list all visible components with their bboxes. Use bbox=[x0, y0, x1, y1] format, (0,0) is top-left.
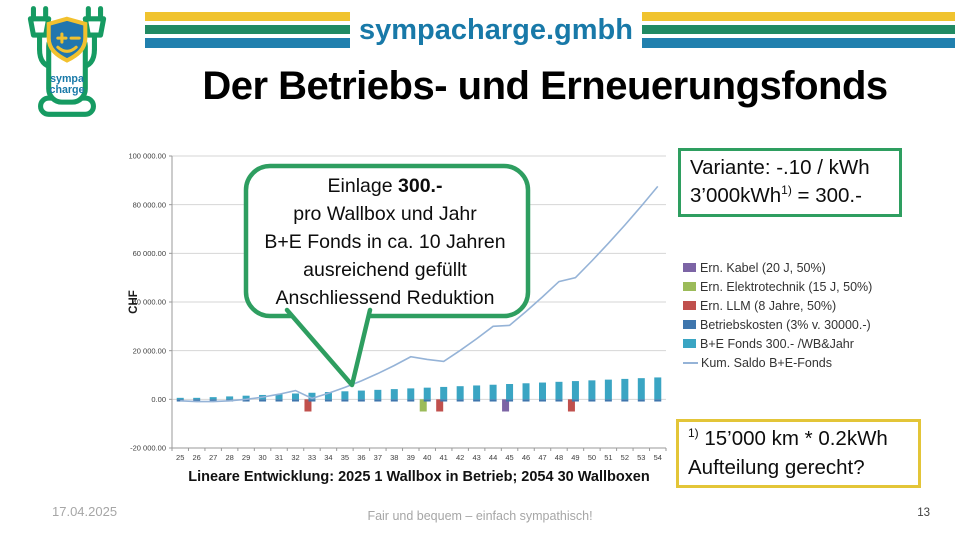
svg-text:100 000.00: 100 000.00 bbox=[128, 151, 166, 161]
svg-text:41: 41 bbox=[439, 453, 448, 462]
variante-box bbox=[678, 148, 902, 217]
svg-text:20 000.00: 20 000.00 bbox=[132, 346, 166, 356]
callout-line-2: pro Wallbox und Jahr bbox=[293, 203, 477, 225]
svg-text:38: 38 bbox=[390, 453, 399, 462]
svg-text:44: 44 bbox=[488, 453, 498, 462]
chart-x-labels bbox=[176, 453, 662, 462]
svg-text:-20 000.00: -20 000.00 bbox=[130, 443, 166, 453]
svg-text:42: 42 bbox=[455, 453, 465, 462]
svg-text:47: 47 bbox=[538, 453, 547, 462]
svg-text:49: 49 bbox=[571, 453, 580, 462]
page-title: Der Betriebs- und Erneuerungsfonds bbox=[202, 64, 888, 108]
legend-item bbox=[683, 258, 933, 277]
shield-face-icon bbox=[49, 19, 86, 61]
svg-text:54: 54 bbox=[653, 453, 662, 462]
svg-text:39: 39 bbox=[406, 453, 415, 462]
callout-line-1: Einlage 300.- bbox=[327, 175, 443, 197]
svg-text:37: 37 bbox=[373, 453, 383, 462]
svg-text:36: 36 bbox=[357, 453, 366, 462]
legend-item bbox=[683, 334, 933, 353]
sympacharge-logo-icon bbox=[6, 4, 128, 122]
svg-text:52: 52 bbox=[620, 453, 630, 462]
svg-text:51: 51 bbox=[604, 453, 613, 462]
logo-text-line2: charge bbox=[49, 83, 85, 96]
svg-text:32: 32 bbox=[291, 453, 300, 462]
svg-text:27: 27 bbox=[208, 453, 218, 462]
svg-text:40 000.00: 40 000.00 bbox=[132, 297, 166, 307]
chart-y-axis-title: CHF bbox=[128, 290, 140, 314]
svg-text:46: 46 bbox=[521, 453, 531, 462]
callout-line-4: ausreichend gefüllt bbox=[303, 259, 467, 281]
chart-legend bbox=[683, 258, 933, 372]
svg-text:53: 53 bbox=[637, 453, 646, 462]
legend-item bbox=[683, 353, 933, 372]
legend-label: Kum. Saldo B+E-Fonds bbox=[701, 355, 832, 370]
brand-stripes-right bbox=[642, 9, 955, 51]
legend-label: Ern. Elektrotechnik (15 J, 50%) bbox=[700, 279, 873, 294]
callout-line-5: Anschliessend Reduktion bbox=[275, 287, 495, 309]
svg-text:30: 30 bbox=[258, 453, 267, 462]
legend-label: Ern. Kabel (20 J, 50%) bbox=[700, 260, 826, 275]
legend-line-marker bbox=[683, 362, 698, 364]
svg-text:26: 26 bbox=[192, 453, 201, 462]
legend-label: B+E Fonds 300.- /WB&Jahr bbox=[700, 336, 854, 351]
variante-line-2: 3’000kWh$^{1)}$ = 300.- bbox=[690, 183, 862, 208]
variante-line-1: Variante: -.10 / kWh bbox=[690, 156, 870, 179]
chart-x-axis-title: Lineare Entwicklung: 2025 1 Wallbox in Betrieb; 2054 30 Wallboxen bbox=[188, 469, 650, 485]
svg-text:80 000.00: 80 000.00 bbox=[132, 200, 166, 210]
svg-text:35: 35 bbox=[340, 453, 350, 462]
legend-item bbox=[683, 296, 933, 315]
legend-color-swatch bbox=[683, 339, 696, 348]
svg-text:25: 25 bbox=[176, 453, 185, 462]
svg-text:33: 33 bbox=[307, 453, 317, 462]
footnote-line-1: $^{1)}$ 15’000 km * 0.2kWh bbox=[688, 426, 888, 450]
logo-text-line1: sympa bbox=[50, 72, 84, 85]
footnote-box bbox=[676, 419, 921, 488]
svg-text:50: 50 bbox=[587, 453, 597, 462]
footer-date: 17.04.2025 bbox=[52, 504, 118, 519]
brand-name: sympacharge.gmbh bbox=[359, 13, 633, 46]
svg-text:45: 45 bbox=[505, 453, 514, 462]
svg-text:29: 29 bbox=[241, 453, 251, 462]
legend-item bbox=[683, 315, 933, 334]
svg-text:43: 43 bbox=[472, 453, 481, 462]
footer-page-number: 13 bbox=[917, 507, 930, 519]
svg-text:0.00: 0.00 bbox=[151, 394, 166, 404]
brand-banner bbox=[145, 9, 955, 51]
legend-item bbox=[683, 277, 933, 296]
footnote-line-2: Aufteilung gerecht? bbox=[688, 455, 865, 479]
legend-color-swatch bbox=[683, 282, 696, 291]
svg-text:28: 28 bbox=[225, 453, 234, 462]
svg-text:31: 31 bbox=[274, 453, 284, 462]
legend-color-swatch bbox=[683, 320, 696, 329]
legend-label: Ern. LLM (8 Jahre, 50%) bbox=[700, 298, 837, 313]
brand-stripes-left bbox=[145, 9, 350, 51]
footer-motto: Fair und bequem – einfach sympathisch! bbox=[367, 509, 593, 523]
legend-color-swatch bbox=[683, 301, 696, 310]
callout-text bbox=[252, 172, 518, 312]
callout-line-3: B+E Fonds in ca. 10 Jahren bbox=[264, 231, 506, 253]
svg-text:34: 34 bbox=[324, 453, 333, 462]
svg-text:60 000.00: 60 000.00 bbox=[132, 248, 166, 258]
svg-text:40: 40 bbox=[423, 453, 432, 462]
legend-color-swatch bbox=[683, 263, 696, 272]
svg-text:48: 48 bbox=[554, 453, 564, 462]
legend-label: Betriebskosten (3% v. 30000.-) bbox=[700, 317, 871, 332]
